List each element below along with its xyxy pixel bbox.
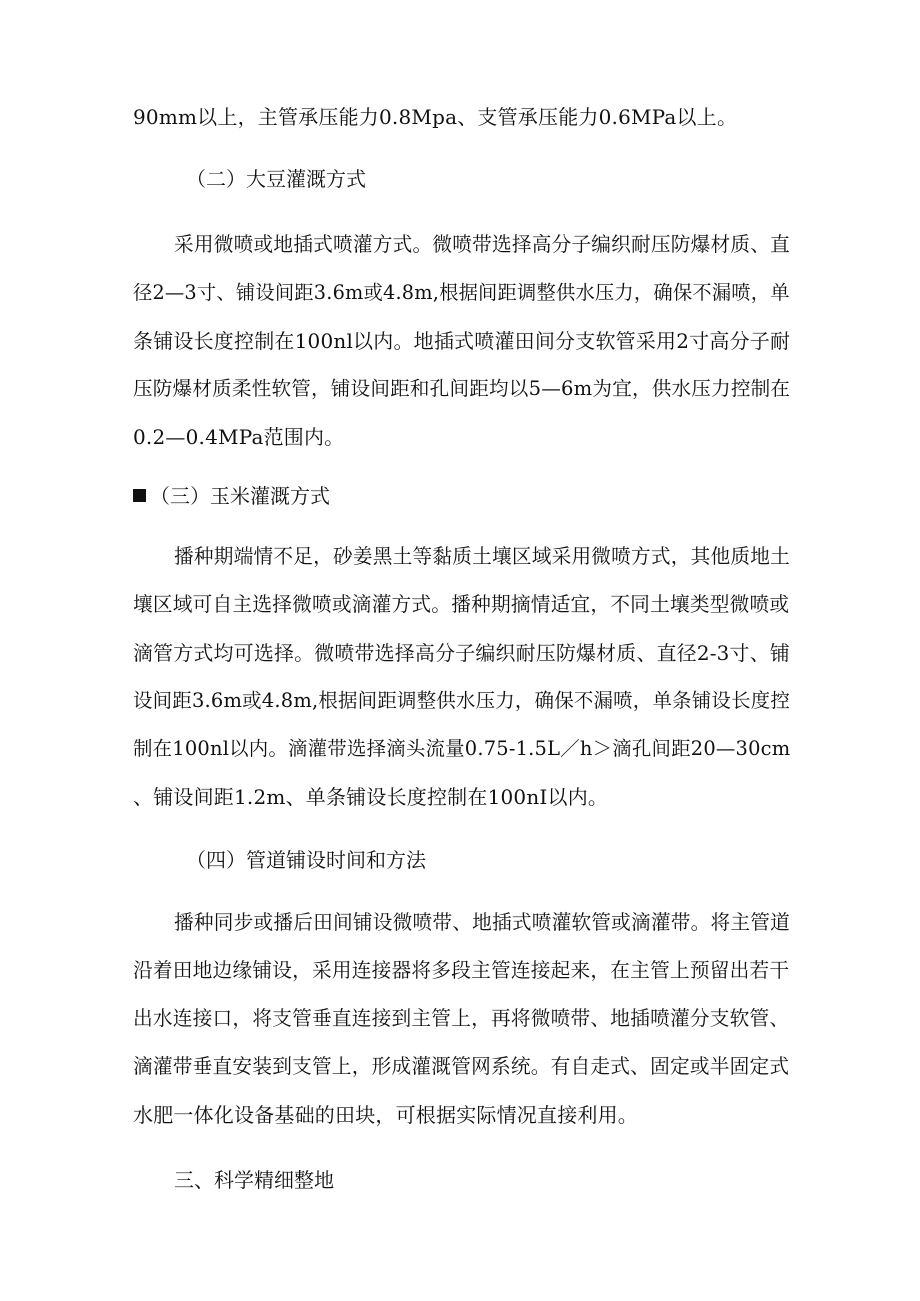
paragraph-line: 壤区域可自主选择微喷或滴灌方式。播种期摘情适宜，不同土壤类型微喷或 <box>133 593 790 616</box>
paragraph-line: 制在100nl以内。滴灌带选择滴头流量0.75-1.5L／h＞滴孔间距20—30cm <box>133 737 791 760</box>
paragraph-line: 播种同步或播后田间铺设微喷带、地插式喷灌软管或滴灌带。将主管道 <box>174 911 791 934</box>
paragraph-line: 出水连接口，将支管垂直连接到主管上，再将微喷带、地插喷灌分支软管、 <box>133 1007 790 1030</box>
paragraph-line: 播种期端情不足，砂姜黑土等黏质土壤区域采用微喷方式，其他质地土 <box>174 545 791 568</box>
section-heading-corn <box>133 484 330 508</box>
paragraph-line: 径2—3寸、铺设间距3.6m或4.8m,根据间距调整供水压力，确保不漏喷，单 <box>133 281 790 304</box>
paragraph-line: 滴灌带垂直安装到支管上，形成灌溉管网系统。有自走式、固定或半固定式 <box>133 1055 790 1078</box>
paragraph-line: 90mm以上，主管承压能力0.8Mpa、支管承压能力0.6MPa以上。 <box>133 105 738 129</box>
section-heading-soybean: （二）大豆灌溉方式 <box>186 167 366 191</box>
paragraph-line: 滴管方式均可选择。微喷带选择高分子编织耐压防爆材质、直径2-3寸、铺 <box>133 641 790 665</box>
square-bullet-icon <box>133 489 146 502</box>
section-heading-three: 三、科学精细整地 <box>174 1168 334 1192</box>
paragraph-line: 采用微喷或地插式喷灌方式。微喷带选择高分子编织耐压防爆材质、直 <box>174 233 791 256</box>
section-heading-pipeline: （四）管道铺设时间和方法 <box>186 848 426 872</box>
paragraph-line: 设间距3.6m或4.8m,根据间距调整供水压力，确保不漏喷，单条铺设长度控 <box>133 689 791 712</box>
paragraph-line: 条铺设长度控制在100nl以内。地插式喷灌田间分支软管采用2寸高分子耐 <box>133 329 791 353</box>
paragraph-line: 、铺设间距1.2m、单条铺设长度控制在100nI以内。 <box>133 785 609 809</box>
section-heading-corn-label: （三）玉米灌溉方式 <box>150 484 330 508</box>
paragraph-line: 0.2—0.4MPa范围内。 <box>133 425 345 449</box>
paragraph-line: 沿着田地边缘铺设，采用连接器将多段主管连接起来，在主管上预留出若干 <box>133 959 790 982</box>
paragraph-line: 水肥一体化设备基础的田块，可根据实际情况直接利用。 <box>133 1103 638 1127</box>
paragraph-line: 压防爆材质柔性软管，铺设间距和孔间距均以5—6m为宜，供水压力控制在 <box>133 377 791 400</box>
